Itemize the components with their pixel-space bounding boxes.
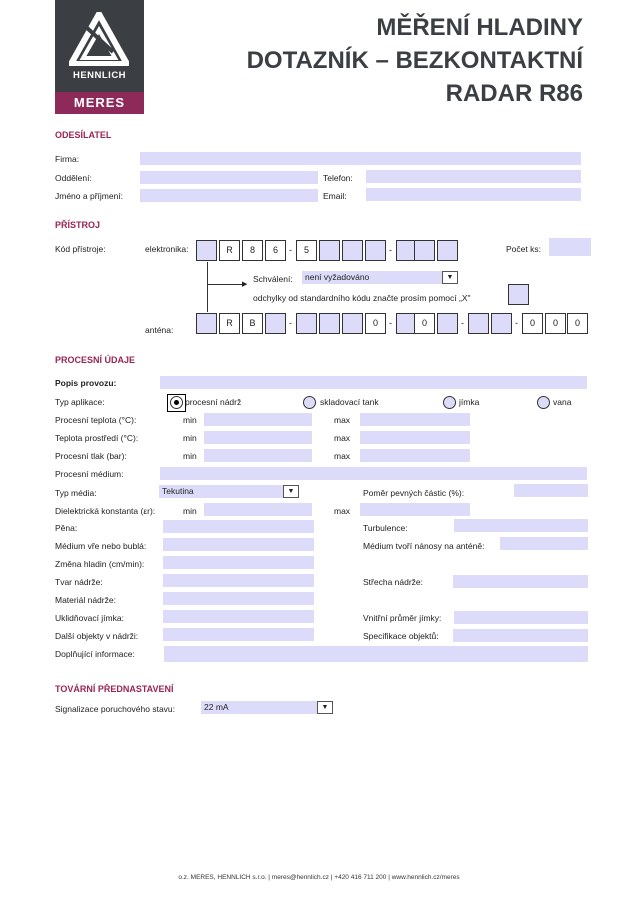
temp-label: Procesní teplota (°C): xyxy=(55,415,137,425)
solids-ratio-field[interactable] xyxy=(514,484,588,497)
medium-field[interactable] xyxy=(160,467,587,480)
min-label: min xyxy=(183,433,197,443)
min-label: min xyxy=(183,451,197,461)
company-logo xyxy=(55,0,144,114)
code-dash: - xyxy=(289,318,292,328)
medium-label: Procesní médium: xyxy=(55,469,124,479)
solids-ratio-label: Poměr pevných částic (%): xyxy=(363,488,465,498)
logo-division-band: MERES xyxy=(55,92,144,114)
popis-label: Popis provozu: xyxy=(55,378,117,388)
medium-type-value: Tekutina xyxy=(162,486,194,496)
antenna-code-box: 0 xyxy=(567,313,588,334)
approval-value: není vyžadováno xyxy=(305,272,370,282)
electronics-code-box: 6 xyxy=(265,240,286,261)
antenna-code-box: B xyxy=(242,313,263,334)
tank-material-label: Materiál nádrže: xyxy=(55,595,116,605)
electronics-code-box[interactable] xyxy=(196,240,217,261)
firma-label: Firma: xyxy=(55,154,80,164)
jmeno-label: Jméno a příjmení: xyxy=(55,191,124,201)
jmeno-field[interactable] xyxy=(140,189,318,202)
radio-storage-tank[interactable] xyxy=(303,396,316,409)
process-heading: PROCESNÍ ÚDAJE xyxy=(55,355,136,365)
objects-spec-label: Specifikace objektů: xyxy=(363,631,439,641)
max-label: max xyxy=(334,451,351,461)
oddeleni-field[interactable] xyxy=(140,171,318,184)
antenna-code-box[interactable] xyxy=(468,313,489,334)
radio-label: jímka xyxy=(459,397,480,407)
buildup-field[interactable] xyxy=(500,537,588,550)
inner-diameter-label: Vnitřní průměr jímky: xyxy=(363,613,442,623)
deviation-note: odchylky od standardního kódu značte prosím pomocí „X" xyxy=(253,293,471,303)
signal-value: 22 mA xyxy=(204,702,229,712)
page-title-line1: MĚŘENÍ HLADINY xyxy=(376,14,583,41)
pressure-max-field[interactable] xyxy=(360,449,470,462)
radio-sump[interactable] xyxy=(443,396,456,409)
electronics-code-box: R xyxy=(219,240,240,261)
code-dash: - xyxy=(461,318,464,328)
factory-heading: TOVÁRNÍ PŘEDNASTAVENÍ xyxy=(55,684,174,694)
telefon-field[interactable] xyxy=(366,170,581,183)
buildup-label: Médium tvoří nánosy na anténě: xyxy=(363,541,485,551)
antenna-code-box[interactable] xyxy=(437,313,458,334)
electronics-code-box: 5 xyxy=(296,240,317,261)
radio-label: procesní nádrž xyxy=(185,397,242,407)
antenna-code-box: 0 xyxy=(522,313,543,334)
ambient-min-field[interactable] xyxy=(204,431,312,444)
level-change-label: Změna hladin (cm/min): xyxy=(55,559,145,569)
additional-info-field[interactable] xyxy=(164,646,588,662)
code-dash: - xyxy=(289,245,292,255)
antenna-code-box: R xyxy=(219,313,240,334)
max-label: max xyxy=(334,506,351,516)
dielectric-label: Dielektrická konstanta (εr): xyxy=(55,506,156,516)
page-title-line3: RADAR R86 xyxy=(445,80,583,107)
footer-contact: o.z. MERES, HENNLICH s.r.o. | meres@hennlich.cz | +420 416 711 200 | www.hennlich.cz/meres xyxy=(178,874,460,881)
ambient-temp-label: Teplota prostředí (°C): xyxy=(55,433,139,443)
min-label: min xyxy=(183,415,197,425)
electronics-code-box[interactable] xyxy=(365,240,386,261)
chevron-down-icon: ▼ xyxy=(283,485,299,498)
tank-material-field[interactable] xyxy=(163,592,314,605)
antenna-code-box[interactable] xyxy=(342,313,363,334)
app-type-label: Typ aplikace: xyxy=(55,397,105,407)
foam-label: Pěna: xyxy=(55,523,78,533)
antenna-code-box[interactable] xyxy=(296,313,317,334)
foam-field[interactable] xyxy=(163,520,314,533)
turbulence-label: Turbulence: xyxy=(363,523,408,533)
page-title-line2: DOTAZNÍK – BEZKONTAKTNÍ xyxy=(246,47,583,74)
approval-select[interactable] xyxy=(302,271,458,284)
antenna-code-box: 0 xyxy=(365,313,386,334)
dielectric-max-field[interactable] xyxy=(360,503,470,516)
electronics-code-box[interactable] xyxy=(437,240,458,261)
pressure-label: Procesní tlak (bar): xyxy=(55,451,127,461)
other-objects-field[interactable] xyxy=(163,628,314,641)
ambient-max-field[interactable] xyxy=(360,431,470,444)
device-heading: PŘÍSTROJ xyxy=(55,220,101,230)
code-dash: - xyxy=(515,318,518,328)
antenna-code-box[interactable] xyxy=(265,313,286,334)
code-dash: - xyxy=(389,318,392,328)
firma-field[interactable] xyxy=(140,152,581,165)
hennlich-logo-icon xyxy=(69,12,129,66)
medium-type-label: Typ média: xyxy=(55,488,97,498)
max-label: max xyxy=(334,415,351,425)
stilling-well-label: Uklidňovací jímka: xyxy=(55,613,124,623)
radio-vat[interactable] xyxy=(537,396,550,409)
boiling-field[interactable] xyxy=(163,538,314,551)
email-field[interactable] xyxy=(366,188,581,201)
connector-line xyxy=(207,284,245,285)
antenna-code-box: 0 xyxy=(545,313,566,334)
radio-label: vana xyxy=(553,397,572,407)
tank-shape-label: Tvar nádrže: xyxy=(55,577,103,587)
count-field[interactable] xyxy=(549,238,591,256)
tank-roof-field[interactable] xyxy=(453,575,588,588)
level-change-field[interactable] xyxy=(163,556,314,569)
electronics-code-box[interactable] xyxy=(319,240,340,261)
antenna-code-box[interactable] xyxy=(196,313,217,334)
connector-line xyxy=(207,262,208,312)
max-label: max xyxy=(334,433,351,443)
electronics-label: elektronika: xyxy=(145,244,189,254)
chevron-down-icon: ▼ xyxy=(442,271,458,284)
signal-select[interactable] xyxy=(201,701,333,714)
temp-min-field[interactable] xyxy=(204,413,312,426)
objects-spec-field[interactable] xyxy=(453,629,588,642)
other-objects-label: Další objekty v nádrži: xyxy=(55,631,139,641)
radio-label: skladovací tank xyxy=(320,397,379,407)
sender-heading: ODESÍLATEL xyxy=(55,130,112,140)
antenna-code-box[interactable] xyxy=(319,313,340,334)
signal-label: Signalizace poruchového stavu: xyxy=(55,704,176,714)
electronics-code-box: 8 xyxy=(242,240,263,261)
radio-process-tank[interactable] xyxy=(170,396,183,409)
antenna-label: anténa: xyxy=(145,325,174,335)
min-label: min xyxy=(183,506,197,516)
dielectric-min-field[interactable] xyxy=(204,503,312,516)
chevron-down-icon: ▼ xyxy=(317,701,333,714)
turbulence-field[interactable] xyxy=(454,519,588,532)
telefon-label: Telefon: xyxy=(323,173,353,183)
logo-company-name: HENNLICH xyxy=(72,70,127,81)
approval-label: Schválení: xyxy=(253,274,293,284)
tank-shape-field[interactable] xyxy=(163,574,314,587)
code-label: Kód přístroje: xyxy=(55,244,106,254)
email-label: Email: xyxy=(323,191,347,201)
stilling-well-field[interactable] xyxy=(163,610,314,623)
pressure-min-field[interactable] xyxy=(204,449,312,462)
electronics-code-box[interactable] xyxy=(342,240,363,261)
antenna-code-box: 0 xyxy=(414,313,435,334)
deviation-mark-box[interactable] xyxy=(508,284,529,305)
boiling-label: Médium vře nebo bublá: xyxy=(55,541,147,551)
temp-max-field[interactable] xyxy=(360,413,470,426)
additional-info-label: Doplňující informace: xyxy=(55,649,135,659)
arrow-right-icon: ▶ xyxy=(242,281,248,288)
tank-roof-label: Střecha nádrže: xyxy=(363,577,424,587)
oddeleni-label: Oddělení: xyxy=(55,173,92,183)
inner-diameter-field[interactable] xyxy=(454,611,588,624)
medium-type-select[interactable] xyxy=(159,485,299,498)
popis-field[interactable] xyxy=(160,376,587,389)
electronics-code-box[interactable] xyxy=(414,240,435,261)
antenna-code-box[interactable] xyxy=(491,313,512,334)
count-label: Počet ks: xyxy=(506,244,541,254)
code-dash: - xyxy=(389,245,392,255)
